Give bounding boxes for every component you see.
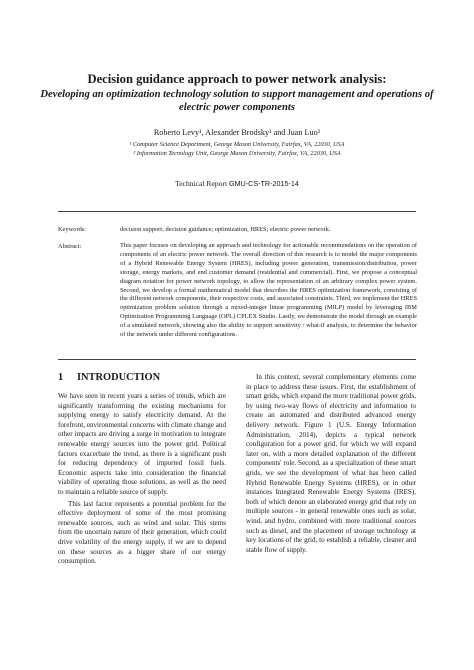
section-number: 1	[58, 372, 64, 383]
report-number: GMU-CS-TR-2015-14	[228, 179, 299, 188]
paragraph: This last factor represents a potential problem for the effective deployment of some of the most promising renewable sources, such as wind and solar. This stems from the uncertain nature of their generation, which could drive volatility of the energy supply, if we are to depend on these sources as a bigger share of our energy consumption.	[58, 499, 226, 566]
right-column	[246, 373, 416, 555]
report-label: Technical Report	[175, 179, 228, 188]
abstract-text: This paper focuses on developing an approach and technology for actionable recommendations on the operation of components of an electric power network. The overall direction of this research is to model the major components of a Hybrid Renewable Energy System (HRES), including power generation, transmission/distribution, power storage, energy markets, and end customer demand (residential and commercial). First, we propose a conceptual diagram notation for power network topology, to allow the representation of an arbitrary complex power system. Second, we develop a formal mathematical model that describes the HRES optimization framework, consisting of the different network components, their respective costs, and associated constraints. Third, we implement the HRES optimization problem solution through a mixed-integer linear programming (MILP) model by leveraging IBM Optimization Programming Language (OPL) CPLEX Studio. Lastly, we demonstrate the model through an example of a simulated network, showing also the ability to support sensitivity / what-if analysis, to determine the behavior of the network under different configurations.	[120, 242, 417, 339]
left-column	[58, 392, 226, 567]
bottom-divider	[58, 359, 416, 360]
affiliation-2: ² Information Tecnology Unit, George Mason University, Fairfax, VA, 22030, USA	[133, 150, 341, 157]
section-heading	[58, 372, 160, 384]
top-divider	[58, 211, 416, 212]
affiliation-1: ¹ Computer Science Department, George Mason University, Fairfax, VA, 22030, USA	[129, 141, 345, 148]
keywords-text: decision support; decision guidance; optimization, HRES; electric power network.	[120, 226, 331, 233]
paper-title: Decision guidance approach to power network analysis:	[87, 72, 387, 86]
abstract-label: Abstract:	[58, 243, 82, 250]
author-list: Roberto Levy¹, Alexander Brodsky¹ and Juan Luo²	[153, 128, 321, 137]
paragraph: In this context, several complementary elements come in place to address these issues. First, the establishment of smart grids, which expand the more traditional power grids, by using two-way flows of electricity and information to create an automated and distributed advanced energy delivery network. Figure 1 (U.S. Energy Information Administration, 2014), depicts a typical network configuration for a power grid, for which we will expand later on, with a more detailed explanation of the different components' role. Second, as a specialization of these smart grids, we see the development of what has been called Hybrid Renewable Energy Systems (HRES), or in other instances Integrated Renewable Energy Systems (IRES), both of which denote an elaborated energy grid that rely on multiple sources - in general renewable ones such as solar, wind, and hydro, combined with more traditional sources such as diesel, and the placement of storage technology at key locations of the grid, to establish a reliable, cleaner and stable flow of supply.	[246, 373, 416, 554]
section-title: INTRODUCTION	[77, 372, 161, 383]
technical-report-id	[40, 179, 434, 189]
paragraph: We have seen in recent years a series of trends, which are significantly transforming the existing mechanisms for supplying energy to satisfy electricity demand. At the forefront, environmental concerns with climate change and other impacts are driving a surge in motivation to integrate renewable energy sources into the power grid. Political factors exacerbate the trend, as there is a significant push for reducing dependency of imported fossil fuels. Economic aspects take into consideration the financial viability of operating those solutions, as well as the need to maintain a reliable source of supply.	[58, 392, 226, 496]
keywords-label: Keywords:	[58, 226, 87, 233]
paper-subtitle: Developing an optimization technology solution to support management and operations of electric power components	[40, 89, 434, 113]
